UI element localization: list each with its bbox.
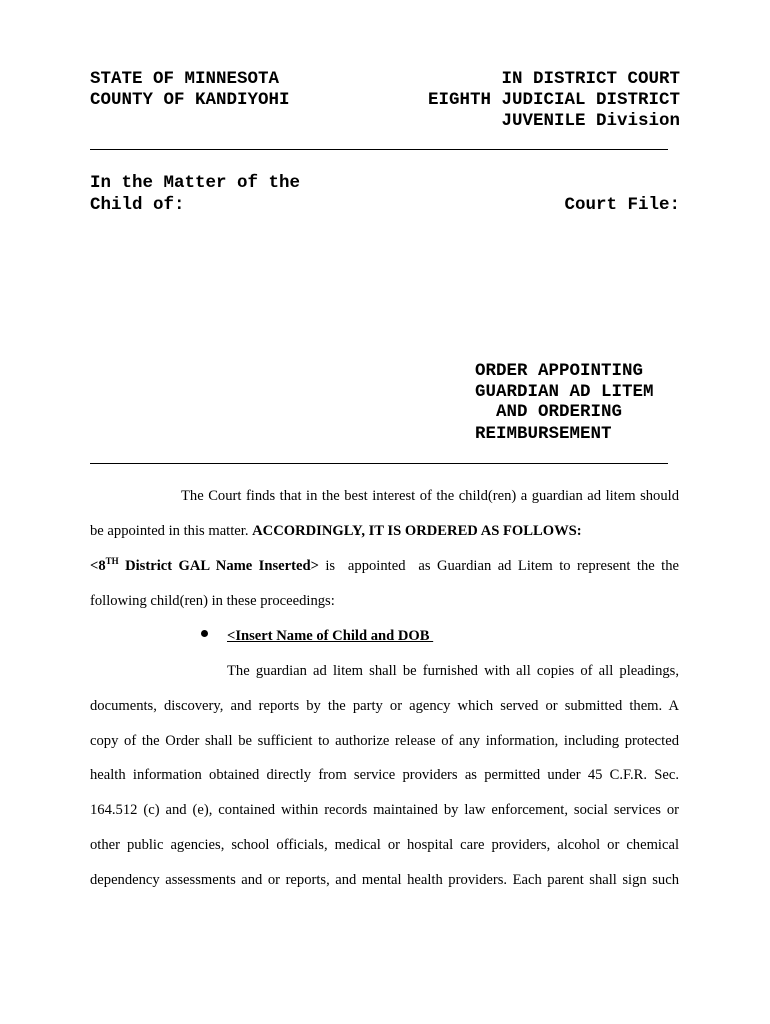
- records-line-6: other public agencies, school officials, medical or hospital care providers, alcohol or chemical: [90, 837, 679, 853]
- county-name: COUNTY OF KANDIYOHI: [90, 90, 290, 110]
- child-name-placeholder: <Insert Name of Child and DOB: [227, 628, 434, 644]
- finding-line-1: The Court finds that in the best interest of the child(ren) a guardian ad litem should: [181, 488, 679, 504]
- state-name: STATE OF MINNESOTA: [90, 69, 280, 89]
- records-line-7: dependency assessments and or reports, and mental health providers. Each parent shall sign such: [90, 872, 679, 888]
- header-divider: [90, 149, 668, 150]
- matter-line-1: In the Matter of the: [90, 173, 301, 193]
- records-line-1: The guardian ad litem shall be furnished with all copies of all pleadings,: [227, 663, 679, 679]
- title-line-3: AND ORDERING: [475, 402, 623, 422]
- records-line-3: copy of the Order shall be sufficient to authorize release of any information, including protected: [90, 733, 679, 749]
- appointment-line-1: [90, 556, 679, 576]
- appointment-line-2: following child(ren) in these proceedings:: [90, 593, 335, 609]
- records-line-4: health information obtained directly from service providers as permitted under 45 C.F.R. Sec.: [90, 767, 679, 783]
- court-file-label: Court File:: [564, 195, 680, 215]
- order-heading: ACCORDINGLY, IT IS ORDERED AS FOLLOWS:: [252, 523, 582, 539]
- court-division: JUVENILE Division: [501, 111, 680, 131]
- bullet-icon: [201, 630, 208, 637]
- title-line-4: REIMBURSEMENT: [475, 424, 612, 444]
- title-line-2: GUARDIAN AD LITEM: [475, 382, 654, 402]
- caption-divider: [90, 463, 668, 464]
- finding-line-2-text: be appointed in this matter.: [90, 523, 253, 539]
- finding-line-2: [90, 521, 582, 541]
- court-name: IN DISTRICT COURT: [501, 69, 680, 89]
- matter-line-2: Child of:: [90, 195, 185, 215]
- records-line-5: 164.512 (c) and (e), contained within records maintained by law enforcement, social services or: [90, 802, 679, 818]
- gal-name-placeholder: <8TH District GAL Name Inserted>: [90, 556, 319, 574]
- appointment-text: is appointed as Guardian ad Litem to represent the the: [318, 558, 679, 574]
- judicial-district: EIGHTH JUDICIAL DISTRICT: [427, 90, 680, 110]
- records-line-2: documents, discovery, and reports by the party or agency which served or submitted them. A: [90, 698, 679, 714]
- title-line-1: ORDER APPOINTING: [475, 361, 644, 381]
